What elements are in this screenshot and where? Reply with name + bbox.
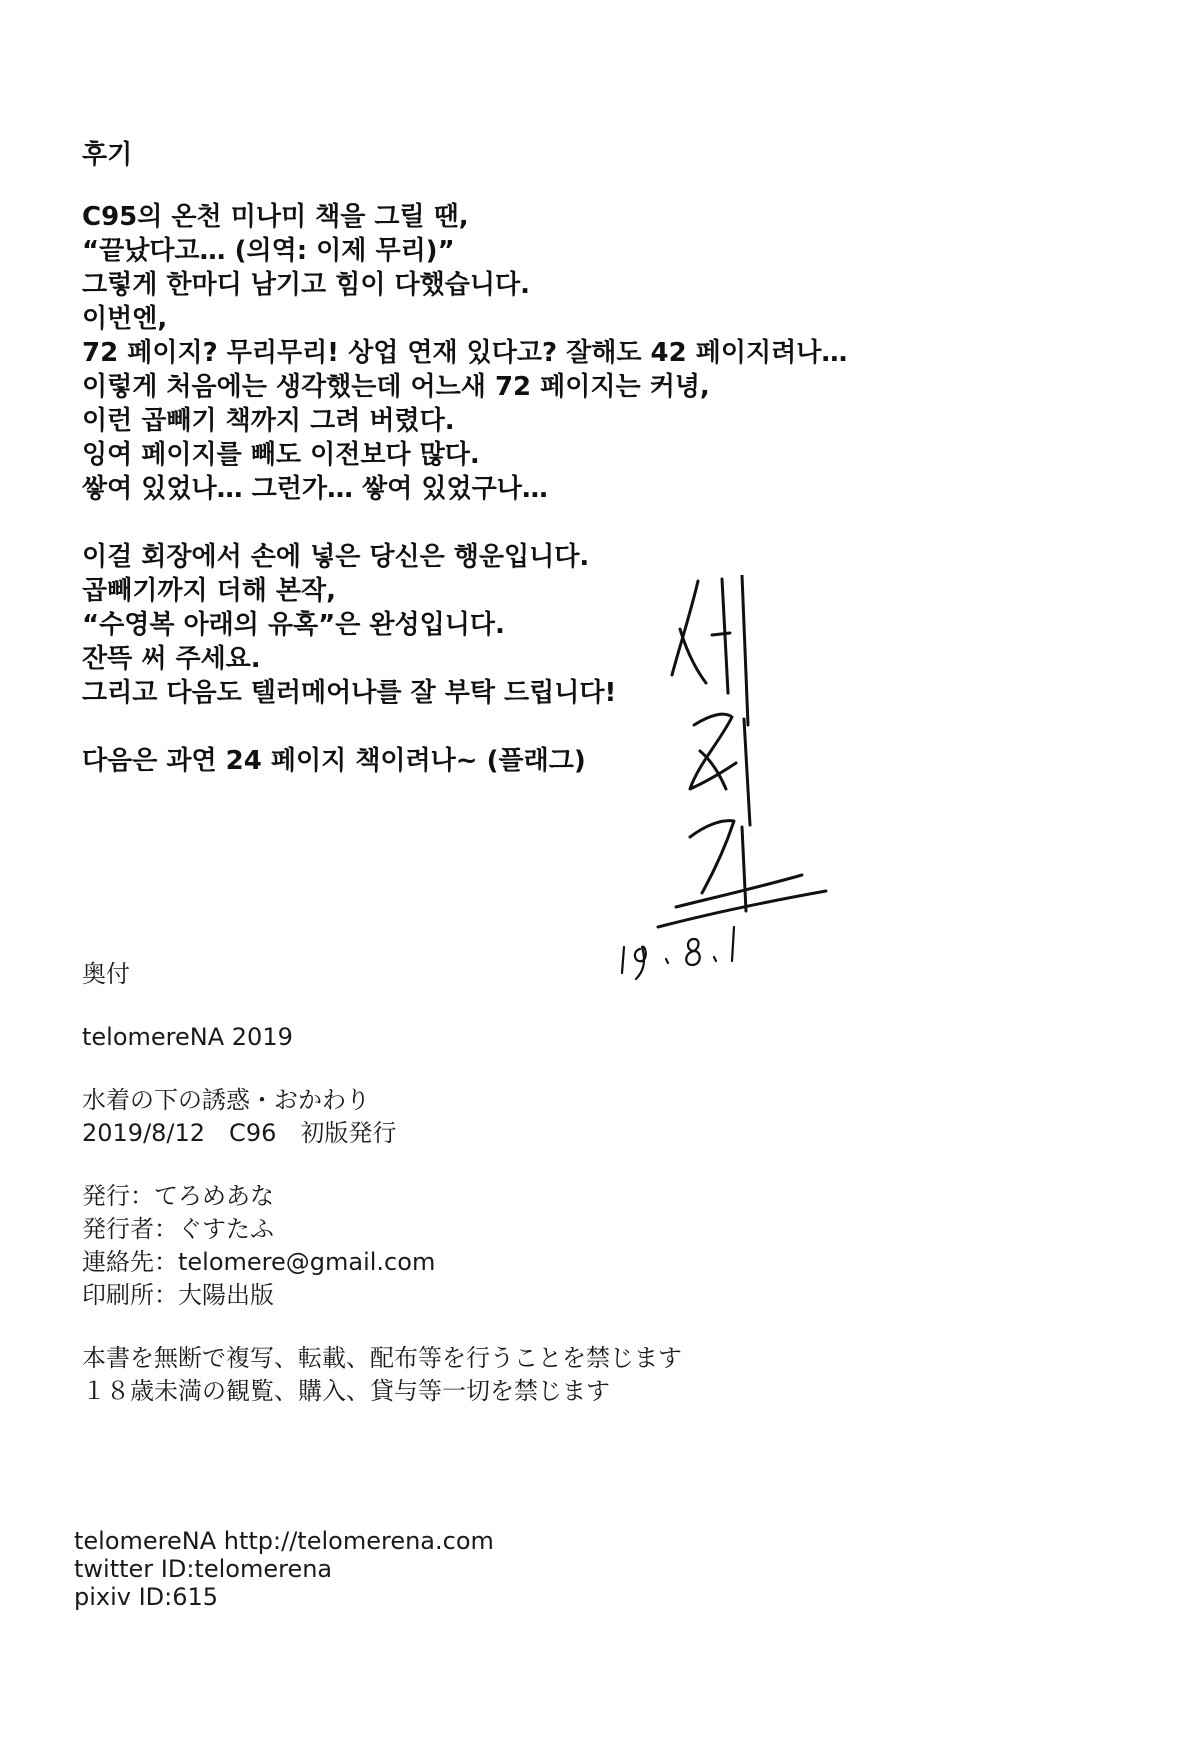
afterword-line: 곱빼기까지 더해 본작, [82, 576, 337, 606]
afterword-line: 72 페이지? 무리무리! 상업 연재 있다고? 잘해도 42 페이지려나… [82, 338, 848, 368]
twitter-id: twitter ID:telomerena [74, 1555, 333, 1583]
afterword-line: 잔뜩 써 주세요. [82, 644, 261, 674]
printer: 印刷所：大陽出版 [82, 1281, 274, 1309]
website-link: telomereNA http://telomerena.com [74, 1527, 494, 1555]
handwritten-signature [620, 575, 860, 985]
afterword-line: C95의 온천 미나미 책을 그릴 땐, [82, 202, 469, 232]
afterword-paragraph-2 [82, 540, 702, 710]
afterword-title: 후기 [82, 140, 133, 170]
contact: 連絡先：telomere@gmail.com [82, 1248, 436, 1276]
links-section [74, 1527, 494, 1611]
afterword-line: 그렇게 한마디 남기고 힘이 다했습니다. [82, 270, 530, 300]
afterword-line: 이번엔, [82, 304, 168, 334]
circle-name: telomereNA 2019 [82, 1023, 293, 1051]
issuer: 発行者：ぐすたふ [82, 1215, 274, 1243]
colophon-circle-block [82, 1021, 782, 1054]
pixiv-id: pixiv ID:615 [74, 1583, 219, 1611]
afterword-line: 그리고 다음도 텔러메어나를 잘 부탁 드립니다! [82, 678, 617, 708]
colophon-heading-block [82, 958, 782, 991]
afterword-line: 잉여 페이지를 빼도 이전보다 많다. [82, 440, 480, 470]
afterword-line: “수영복 아래의 유혹”은 완성입니다. [82, 610, 505, 640]
age-notice: １８歳未満の観覧、購入、貸与等一切を禁じます [82, 1377, 610, 1405]
book-title: 水着の下の誘惑・おかわり [82, 1086, 370, 1114]
afterword-line: 다음은 과연 24 페이지 책이려나~ (플래그) [82, 746, 586, 776]
afterword-section [82, 138, 848, 812]
colophon-publisher-block [82, 1180, 782, 1312]
colophon-book-block [82, 1084, 782, 1150]
afterword-paragraph-1 [82, 200, 848, 506]
colophon-heading: 奥付 [82, 960, 130, 988]
release-info: 2019/8/12 C96 初版発行 [82, 1119, 397, 1147]
afterword-line: 이런 곱빼기 책까지 그려 버렸다. [82, 406, 455, 436]
colophon-notice-block [82, 1342, 782, 1408]
copyright-notice: 本書を無断で複写、転載、配布等を行うことを禁じます [82, 1344, 682, 1372]
publisher: 発行：てろめあな [82, 1182, 274, 1210]
afterword-line: “끝났다고… (의역: 이제 무리)” [82, 236, 455, 266]
afterword-paragraph-3 [82, 744, 702, 778]
colophon-section [82, 958, 782, 1438]
afterword-line: 쌓여 있었나… 그런가… 쌓여 있었구나… [82, 474, 548, 504]
afterword-line: 이걸 회장에서 손에 넣은 당신은 행운입니다. [82, 542, 590, 572]
afterword-line: 이렇게 처음에는 생각했는데 어느새 72 페이지는 커녕, [82, 372, 710, 402]
